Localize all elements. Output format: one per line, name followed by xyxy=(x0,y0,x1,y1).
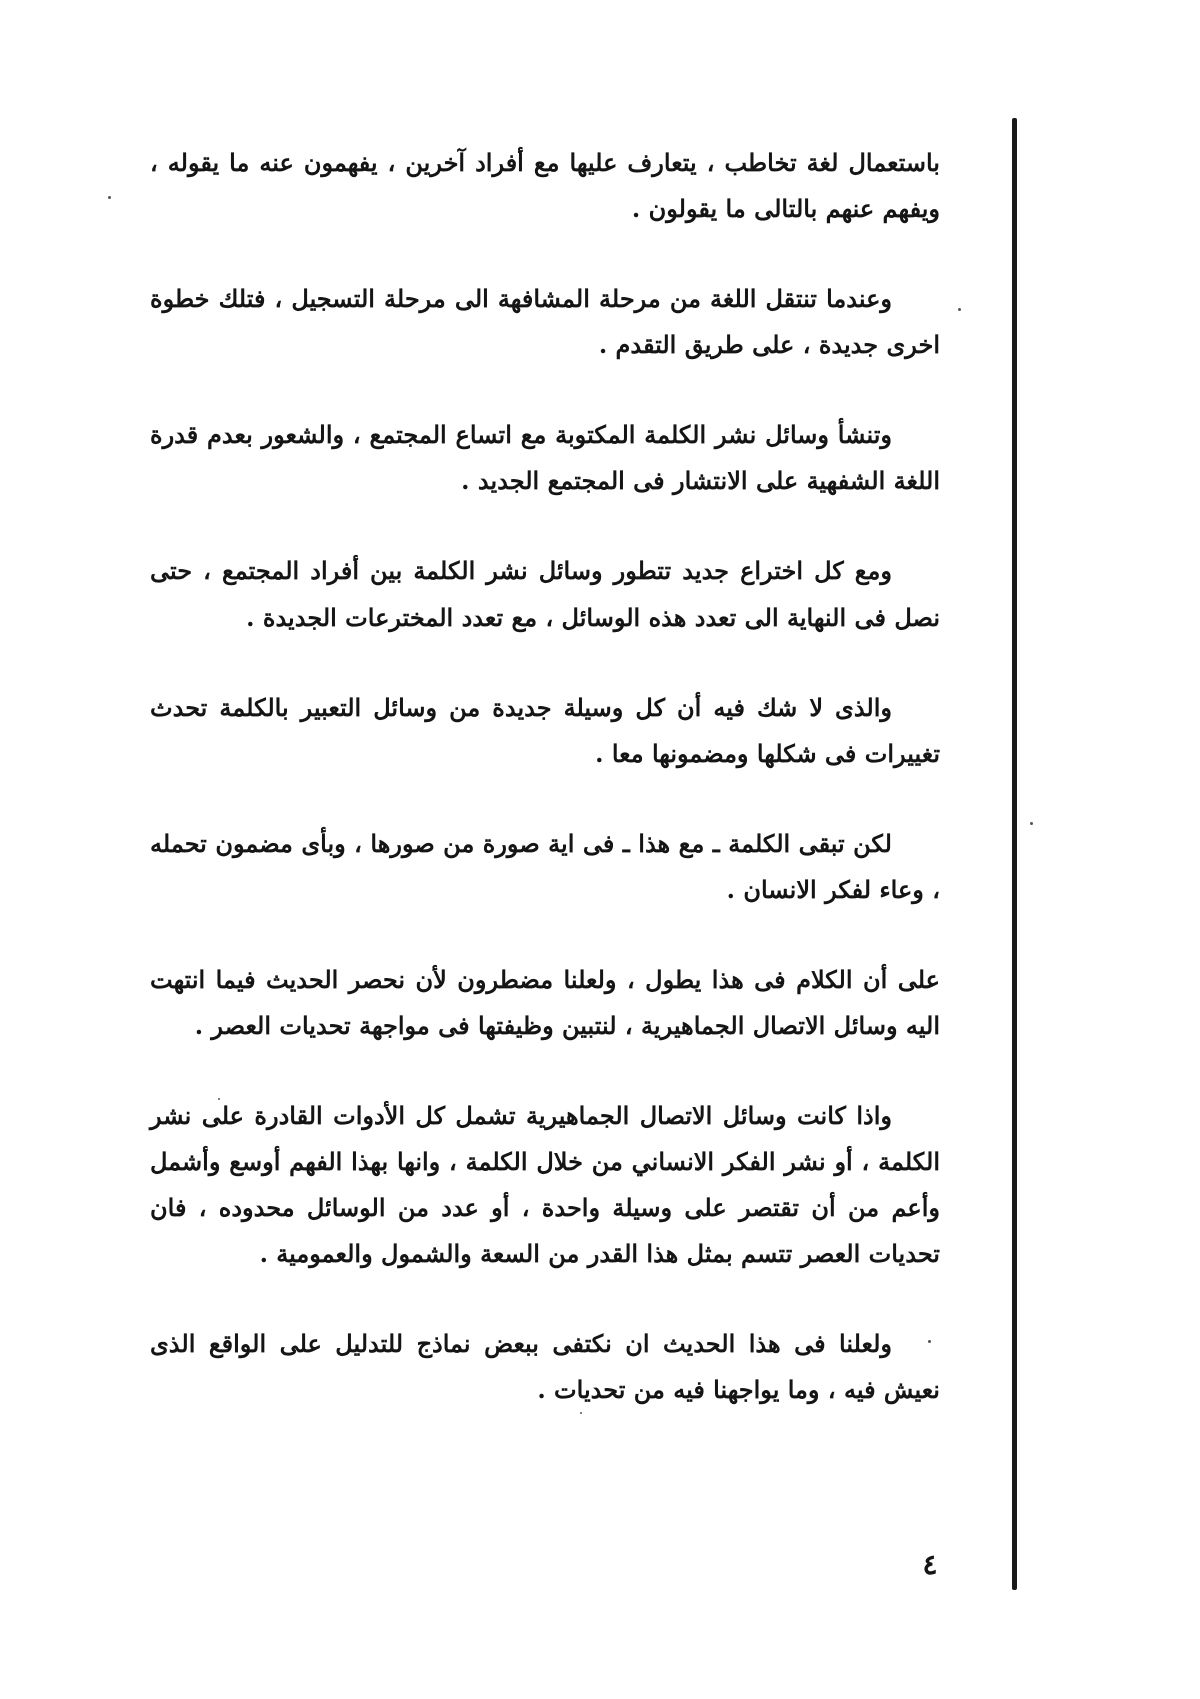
paragraph-8: واذا كانت وسائل الاتصال الجماهيرية تشمل كل الأدوات القادرة على نشر الكلمة ، أو نشر الفكر الانساني من خلال الكلمة ، وانها بهذا الفهم أوسع وأشمل وأعم من أن تقتصر على وسيلة واحدة ، أو عدد من الوسائل محدوده ، فان تحديات العصر تتسم بمثل هذا القدر من السعة والشمول والعمومية . xyxy=(150,1101,940,1269)
scan-speck xyxy=(958,308,961,311)
paragraph-2: وعندما تنتقل اللغة من مرحلة المشافهة الى مرحلة التسجيل ، فتلك خطوة اخرى جديدة ، على طريق التقدم . xyxy=(150,284,940,360)
paragraph-9: ولعلنا فى هذا الحديث ان نكتفى ببعض نماذج للتدليل على الواقع الذى نعيش فيه ، وما يواجهنا فيه من تحديات . xyxy=(150,1329,940,1405)
scan-speck xyxy=(108,196,111,199)
paragraph-4: ومع كل اختراع جديد تتطور وسائل نشر الكلمة بين أفراد المجتمع ، حتى نصل فى النهاية الى تعدد هذه الوسائل ، مع تعدد المخترعات الجديدة . xyxy=(150,556,940,632)
scan-speck xyxy=(928,1340,931,1343)
margin-rule xyxy=(1012,118,1017,1590)
paragraph-3: وتنشأ وسائل نشر الكلمة المكتوبة مع اتساع المجتمع ، والشعور بعدم قدرة اللغة الشفهية على الانتشار فى المجتمع الجديد . xyxy=(150,420,940,496)
text-column xyxy=(150,140,940,1458)
paragraph-5: والذى لا شك فيه أن كل وسيلة جديدة من وسائل التعبير بالكلمة تحدث تغييرات فى شكلها ومضمونها معا . xyxy=(150,692,940,768)
page-number: ٤ xyxy=(922,1548,938,1581)
scan-speck xyxy=(1030,822,1033,825)
scan-speck xyxy=(580,1412,582,1414)
scan-speck xyxy=(218,1098,220,1100)
paragraph-6: لكن تبقى الكلمة ـ مع هذا ـ فى اية صورة من صورها ، وبأى مضمون تحمله ، وعاء لفكر الانسان . xyxy=(150,828,940,904)
paragraph-7: على أن الكلام فى هذا يطول ، ولعلنا مضطرون لأن نحصر الحديث فيما انتهت اليه وسائل الاتصال الجماهيرية ، لنتبين وظيفتها فى مواجهة تحديات العصر . xyxy=(150,964,940,1041)
paragraph-1: باستعمال لغة تخاطب ، يتعارف عليها مع أفراد آخرين ، يفهمون عنه ما يقوله ، ويفهم عنهم بالتالى ما يقولون . xyxy=(150,148,940,224)
